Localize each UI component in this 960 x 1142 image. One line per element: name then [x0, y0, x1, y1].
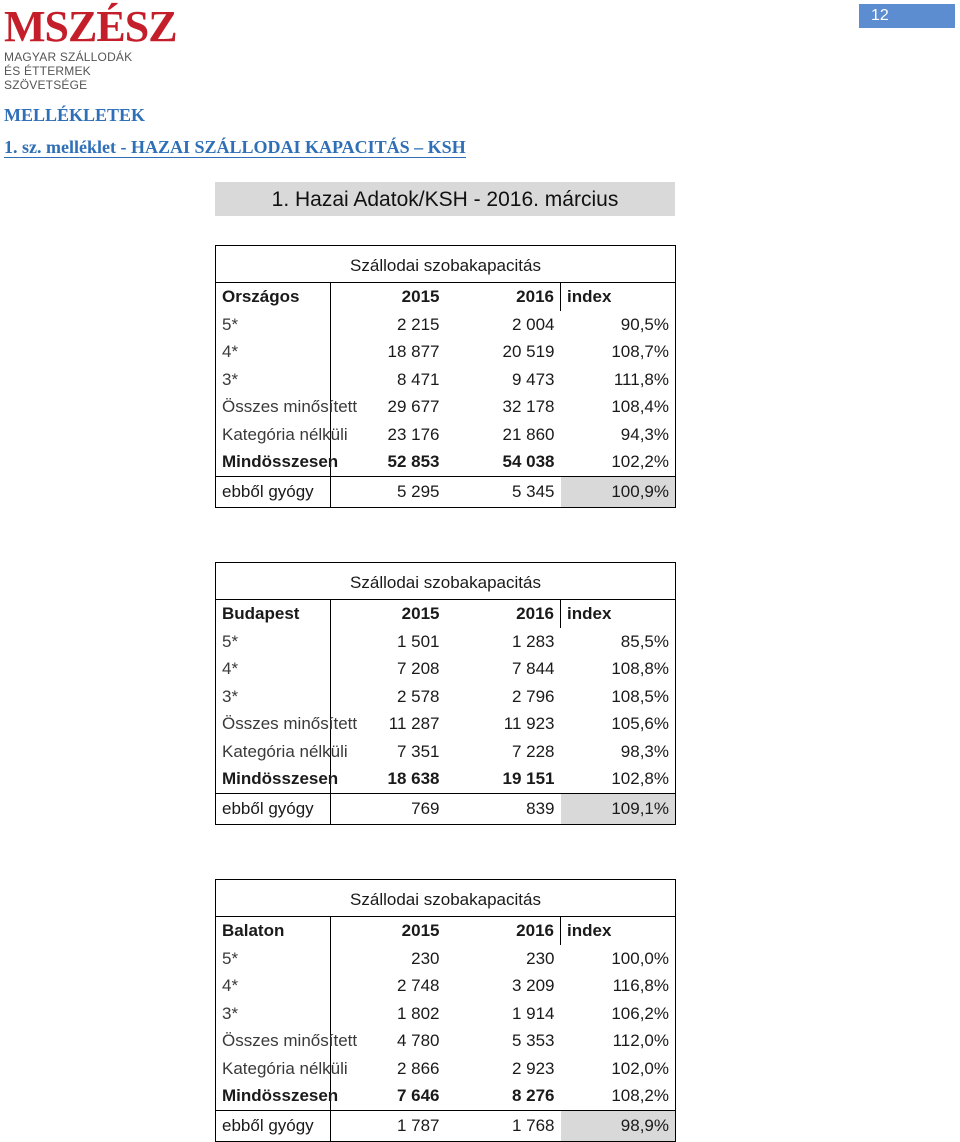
index-value: 108,5%	[611, 686, 669, 706]
table-header-row	[216, 917, 676, 946]
table-row	[216, 1111, 676, 1142]
value-2016: 7 844	[511, 659, 555, 679]
index-value: 100,9%	[561, 477, 676, 508]
capacity-table-budapest	[215, 562, 676, 825]
value-2016: 9 473	[511, 369, 555, 389]
table-index-header: index	[561, 283, 676, 312]
index-value: 109,1%	[561, 794, 676, 825]
index-value: 90,5%	[620, 314, 669, 334]
value-2015: 2 215	[331, 311, 446, 339]
table-index-header: index	[561, 917, 676, 946]
value-2016: 2 923	[511, 1058, 555, 1078]
table-row	[216, 683, 676, 711]
value-2016: 1 283	[511, 631, 555, 651]
row-label: Kategória nélküli	[222, 741, 348, 761]
index-value: 100,0%	[611, 948, 669, 968]
logo-subtitle-line1: MAGYAR SZÁLLODÁK	[4, 50, 133, 64]
table-row	[216, 711, 676, 739]
value-2015: 1 802	[331, 1000, 446, 1028]
row-label: Mindösszesen	[222, 452, 339, 472]
value-2016: 11 923	[503, 714, 555, 734]
table-row	[216, 1028, 676, 1056]
index-value: 108,7%	[611, 342, 669, 362]
index-value: 108,2%	[611, 1086, 669, 1106]
table-row	[216, 477, 676, 508]
table-row	[216, 339, 676, 367]
table-row	[216, 394, 676, 422]
appendix-heading: MELLÉKLETEK	[4, 105, 146, 125]
table-row	[216, 311, 676, 339]
table-year-header: 2016	[446, 283, 561, 312]
value-2015: 11 287	[331, 711, 446, 739]
annex-heading: 1. sz. melléklet - HAZAI SZÁLLODAI KAPACITÁS – KSH	[4, 137, 466, 157]
value-2015: 23 176	[331, 421, 446, 449]
table-row	[216, 738, 676, 766]
index-value: 116,8%	[612, 976, 669, 996]
value-2015: 7 208	[331, 656, 446, 684]
logo-subtitle-line2: ÉS ÉTTERMEK SZÖVETSÉGE	[4, 64, 91, 92]
table-row	[216, 794, 676, 825]
table-row	[216, 656, 676, 684]
table-year-header: 2016	[446, 600, 561, 629]
section-title: 1. Hazai Adatok/KSH - 2016. március	[215, 182, 675, 216]
table-row	[216, 1083, 676, 1111]
table-header-row	[216, 600, 676, 629]
table-header-row	[216, 283, 676, 312]
value-2015: 18 877	[331, 339, 446, 367]
value-2016: 32 178	[502, 397, 555, 417]
value-2016: 20 519	[502, 342, 555, 362]
table-region-header: Balaton	[216, 917, 331, 946]
index-value: 102,8%	[611, 769, 669, 789]
index-value: 105,6%	[611, 714, 669, 734]
row-label: 4*	[222, 342, 239, 362]
value-2015: 230	[331, 945, 446, 973]
table-row	[216, 1055, 676, 1083]
table-caption: Szállodai szobakapacitás	[216, 246, 676, 283]
table-row	[216, 945, 676, 973]
table-caption: Szállodai szobakapacitás	[216, 880, 676, 917]
row-label: 4*	[222, 659, 239, 679]
index-value: 98,9%	[561, 1111, 676, 1142]
table-year-header: 2016	[446, 917, 561, 946]
value-2015: 18 638	[331, 766, 446, 794]
table-region-header: Budapest	[216, 600, 331, 629]
mszesz-logo	[4, 2, 177, 92]
index-value: 106,2%	[611, 1003, 669, 1023]
table-row	[216, 973, 676, 1001]
value-2016: 54 038	[502, 452, 555, 472]
value-2016: 839	[446, 794, 561, 825]
index-value: 108,8%	[611, 659, 669, 679]
value-2016: 7 228	[511, 741, 555, 761]
row-label: 3*	[222, 686, 239, 706]
table-year-header: 2015	[331, 600, 446, 629]
index-value: 102,2%	[611, 452, 669, 472]
value-2016: 8 276	[511, 1086, 555, 1106]
value-2015: 5 295	[331, 477, 446, 508]
value-2015: 7 646	[331, 1083, 446, 1111]
value-2016: 1 768	[446, 1111, 561, 1142]
value-2016: 21 860	[502, 424, 555, 444]
row-label: Mindösszesen	[222, 1086, 339, 1106]
capacity-table-balaton	[215, 879, 676, 1142]
row-label: 5*	[222, 631, 239, 651]
table-caption-row	[216, 880, 676, 917]
index-value: 108,4%	[611, 397, 669, 417]
index-value: 102,0%	[611, 1058, 669, 1078]
index-value: 112,0%	[612, 1031, 669, 1051]
page-number: 12	[859, 4, 955, 28]
value-2016: 2 004	[511, 314, 555, 334]
table-row	[216, 1000, 676, 1028]
value-2016: 1 914	[511, 1003, 555, 1023]
index-value: 94,3%	[620, 424, 669, 444]
value-2015: 29 677	[331, 394, 446, 422]
value-2015: 1 787	[331, 1111, 446, 1142]
value-2016: 3 209	[511, 976, 555, 996]
index-value: 111,8%	[613, 369, 669, 389]
index-value: 98,3%	[620, 741, 669, 761]
row-label: Mindösszesen	[222, 769, 339, 789]
table-caption: Szállodai szobakapacitás	[216, 563, 676, 600]
value-2015: 2 866	[331, 1055, 446, 1083]
table-year-header: 2015	[331, 283, 446, 312]
row-label: 5*	[222, 948, 239, 968]
table-region-header: Országos	[216, 283, 331, 312]
table-year-header: 2015	[331, 917, 446, 946]
value-2015: 2 578	[331, 683, 446, 711]
row-label: Összes minősített	[222, 397, 358, 417]
value-2015: 4 780	[331, 1028, 446, 1056]
table-index-header: index	[561, 600, 676, 629]
capacity-table-national	[215, 245, 676, 508]
value-2015: 2 748	[331, 973, 446, 1001]
table-row	[216, 628, 676, 656]
table-row	[216, 449, 676, 477]
row-label: 3*	[222, 369, 239, 389]
row-label: 3*	[222, 1003, 239, 1023]
index-value: 85,5%	[620, 631, 669, 651]
value-2016: 19 151	[502, 769, 555, 789]
row-label: 5*	[222, 314, 239, 334]
table-row	[216, 766, 676, 794]
value-2016: 2 796	[511, 686, 555, 706]
value-2015: 8 471	[331, 366, 446, 394]
value-2015: 1 501	[331, 628, 446, 656]
table-row	[216, 421, 676, 449]
value-2016: 5 345	[446, 477, 561, 508]
row-label: Kategória nélküli	[222, 1058, 348, 1078]
row-label: ebből gyógy	[216, 1111, 331, 1142]
value-2015: 769	[331, 794, 446, 825]
row-label: ebből gyógy	[216, 794, 331, 825]
value-2015: 7 351	[331, 738, 446, 766]
row-label: Összes minősített	[222, 1031, 358, 1051]
table-caption-row	[216, 563, 676, 600]
table-caption-row	[216, 246, 676, 283]
row-label: 4*	[222, 976, 239, 996]
row-label: ebből gyógy	[216, 477, 331, 508]
value-2015: 52 853	[331, 449, 446, 477]
table-row	[216, 366, 676, 394]
logo-wordmark: MSZÉSZ	[4, 2, 177, 51]
row-label: Összes minősített	[222, 714, 358, 734]
value-2016: 230	[526, 948, 555, 968]
value-2016: 5 353	[511, 1031, 555, 1051]
row-label: Kategória nélküli	[222, 424, 348, 444]
